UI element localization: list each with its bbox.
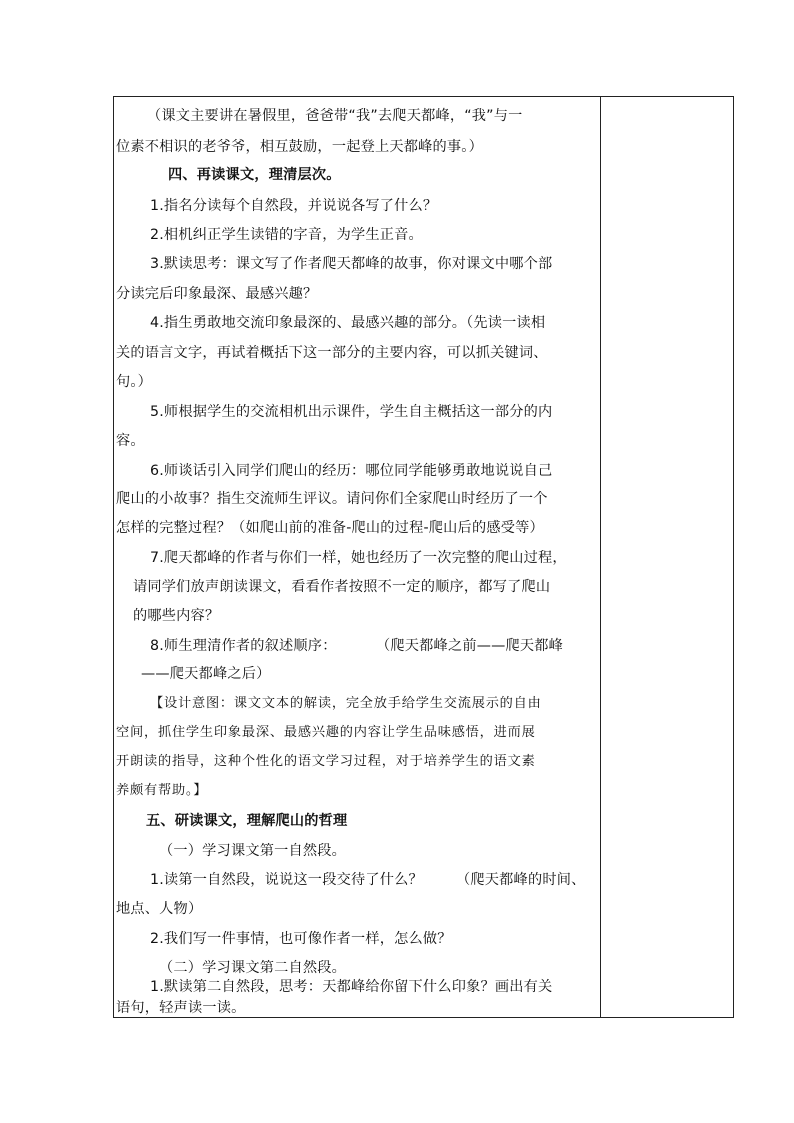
lesson-table <box>113 96 734 1018</box>
text-line: 1.默读第二自然段，思考：天都峰给你留下什么印象？画出有关 <box>150 979 553 995</box>
text-line: 位素不相识的老爷爷，相互鼓励，一起登上天都峰的事。） <box>116 139 483 155</box>
text-line: 请同学们放声朗读课文，看看作者按照不一定的顺序，都写了爬山 <box>133 579 551 595</box>
text-line: 地点、人物） <box>116 901 203 917</box>
design-intent-line: 开朗读的指导，这种个性化的语文学习过程，对于培养学生的语文素 <box>116 754 536 769</box>
text-line: 的哪些内容？ <box>133 608 220 624</box>
text-line: 4.指生勇敢地交流印象最深的、最感兴趣的部分。（先读一读相 <box>150 315 546 331</box>
text-line: 1.指名分读每个自然段，并说说各写了什么？ <box>150 198 438 214</box>
text-line: ——爬天都峰之后） <box>141 666 271 682</box>
text-line: 句。） <box>116 374 153 390</box>
section-heading-5: 五、研读课文，理解爬山的哲理 <box>146 813 348 829</box>
design-intent-line: 空间，抓住学生印象最深、最感兴趣的内容让学生品味感悟，进而展 <box>116 725 536 740</box>
lesson-content-cell <box>114 97 600 1017</box>
text-line: 3.默读思考：课文写了作者爬天都峰的故事，你对课文中哪个部 <box>150 256 553 272</box>
text-line: 5.师根据学生的交流相机出示课件，学生自主概括这一部分的内 <box>150 404 553 420</box>
text-line: 2.我们写一件事情，也可像作者一样，怎么做？ <box>150 931 452 947</box>
text-line: 关的语言文字，再试着概括下这一部分的主要内容，可以抓关键词、 <box>116 345 548 361</box>
text-line: 分读完后印象最深、最感兴趣？ <box>116 286 318 302</box>
text-line: 2.相机纠正学生读错的字音，为学生正音。 <box>150 227 423 243</box>
text-line: （爬天都峰的时间、 <box>456 872 586 888</box>
column-divider <box>600 97 601 1017</box>
text-line: 8.师生理清作者的叙述顺序： <box>150 638 337 654</box>
text-line: 1.读第一自然段，说说这一段交待了什么？ <box>150 872 423 888</box>
text-line: 容。 <box>116 433 145 449</box>
sub-heading: （二）学习课文第二自然段。 <box>159 960 347 976</box>
text-line: 7.爬天都峰的作者与你们一样，她也经历了一次完整的爬山过程， <box>150 550 567 566</box>
text-line: 6.师谈话引入同学们爬山的经历：哪位同学能够勇敢地说说自己 <box>150 463 553 479</box>
text-line: 怎样的完整过程？（如爬山前的准备-爬山的过程-爬山后的感受等） <box>116 520 544 536</box>
section-heading-4: 四、再读课文，理清层次。 <box>168 167 341 183</box>
text-line: 爬山的小故事？指生交流师生评议。请问你们全家爬山时经历了一个 <box>116 491 548 507</box>
text-line: 语句，轻声读一读。 <box>116 1000 246 1016</box>
sub-heading: （一）学习课文第一自然段。 <box>159 843 347 859</box>
design-intent-line: 养颇有帮助。】 <box>116 783 208 798</box>
design-intent-line: 【设计意图：课文文本的解读，完全放手给学生交流展示的自由 <box>150 696 542 711</box>
text-line: （爬天都峰之前——爬天都峰 <box>376 638 564 654</box>
text-line: （课文主要讲在暑假里，爸爸带“我”去爬天都峰，“我”与一 <box>147 108 523 124</box>
